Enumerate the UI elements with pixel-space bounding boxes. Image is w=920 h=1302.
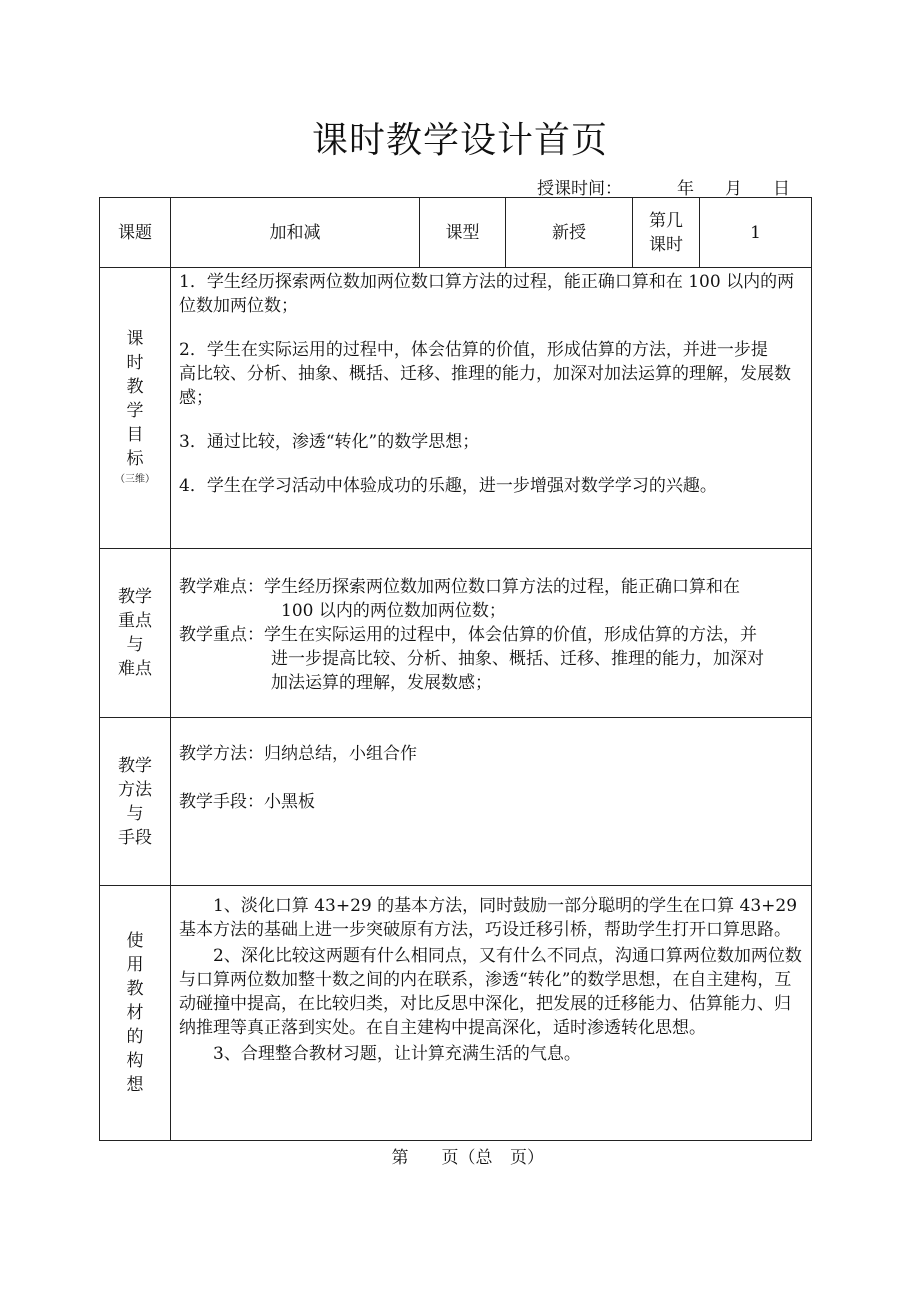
- textbook-use-label: [100, 886, 171, 1141]
- label-char: 学: [126, 401, 144, 421]
- objective-item: 1．学生经历探索两位数加两位数口算方法的过程，能正确口算和在 100 以内的两位数加两位数；: [179, 272, 795, 316]
- label-line: 教学: [118, 587, 152, 607]
- objective-item: 2．学生在实际运用的过程中，体会估算的价值，形成估算的方法，并进一步提 高比较、分析、抽象、概括、迁移、推理的能力，加深对加法运算的理解，发展数感；: [179, 340, 853, 408]
- difficulty-text: 学生经历探索两位数加两位数口算方法的过程，能正确口算和在: [264, 577, 740, 597]
- key-text-cont: 进一步提高比较、分析、抽象、概括、迁移、推理的能力，加深对: [271, 649, 764, 669]
- methods-content: [171, 718, 812, 886]
- textbook-use-row: [100, 886, 812, 1141]
- label-char: 的: [126, 1027, 144, 1047]
- label-char: 教: [126, 377, 144, 397]
- objectives-content: [171, 268, 853, 549]
- footer-total-unit: 页）: [510, 1148, 544, 1168]
- textbook-paragraph: 1、淡化口算 43+29 的基本方法，同时鼓励一部分聪明的学生在口算 43+29 基本方法的基础上进一步突破原有方法，巧设迁移引桥，帮助学生打开口算思路。: [179, 896, 798, 940]
- difficulty-text-cont: 100 以内的两位数加两位数；: [281, 601, 506, 621]
- label-char: 标: [126, 449, 144, 469]
- footer-page-unit: 页（总: [441, 1148, 493, 1168]
- label-line: 手段: [118, 827, 152, 848]
- label-line: 难点: [118, 659, 152, 679]
- topic-value: 加和减: [171, 198, 420, 268]
- difficulty-line: [179, 575, 805, 599]
- label-line: 与: [126, 635, 144, 655]
- label-char: 时: [126, 353, 144, 373]
- lesson-number-label: [633, 198, 700, 268]
- lesson-number-value: 1: [700, 198, 812, 268]
- textbook-paragraph: 2、深化比较这两题有什么相同点，又有什么不同点，沟通口算两位数加两位数与口算两位数加整十数之间的内在联系，渗透“转化”的数学思想，在自主建构，互动碰撞中提高，在比较归类，对比反思中深化，把发展的迁移能力、估算能力、归纳推理等真正落到实处。在自主建构中提高深化，适时渗透转化思想。: [179, 946, 802, 1038]
- lesson-design-table: [99, 197, 853, 1141]
- lesson-number-label-line: 第几: [649, 210, 683, 231]
- header-row: [100, 198, 812, 268]
- key-line: [179, 623, 805, 647]
- date-year: 年: [677, 179, 694, 199]
- teaching-method: 教学方法：归纳总结，小组合作: [179, 744, 417, 764]
- key-points-row: [100, 549, 812, 718]
- date-day: 日: [773, 179, 790, 199]
- type-value: 新授: [506, 198, 633, 268]
- label-char: 材: [126, 1003, 144, 1023]
- key-points-label: [100, 549, 171, 718]
- textbook-use-content: [171, 886, 812, 1141]
- methods-label: [100, 718, 171, 886]
- objective-item: 4．学生在学习活动中体验成功的乐趣，进一步增强对数学学习的兴趣。: [179, 476, 717, 496]
- label-char: 构: [126, 1051, 144, 1071]
- label-line: 方法: [118, 779, 152, 800]
- page-title: 课时教学设计首页: [311, 120, 608, 161]
- key-text-cont: 加法运算的理解，发展数感；: [271, 673, 492, 693]
- label-line: 重点: [118, 611, 152, 631]
- label-line: 与: [126, 803, 144, 824]
- label-char: 教: [126, 979, 144, 999]
- methods-row: [100, 718, 812, 886]
- label-char: 目: [126, 425, 144, 445]
- key-points-content: [171, 549, 812, 718]
- date-label: 授课时间：: [537, 179, 622, 199]
- label-char: 课: [126, 329, 144, 349]
- key-text: 学生在实际运用的过程中，体会估算的价值，形成估算的方法，并: [264, 625, 757, 645]
- difficulty-label: 教学难点：: [179, 577, 264, 597]
- type-label: 课型: [420, 198, 506, 268]
- label-char: 用: [126, 955, 144, 975]
- lesson-date: [537, 174, 790, 199]
- footer-page: 第: [391, 1148, 409, 1168]
- objective-item: 3．通过比较，渗透“转化”的数学思想；: [179, 432, 480, 452]
- page-footer: [0, 1143, 920, 1168]
- label-char: 想: [126, 1075, 144, 1095]
- objectives-label-note: （三维）: [115, 474, 155, 485]
- label-char: 使: [126, 931, 144, 951]
- date-month: 月: [725, 179, 742, 199]
- key-label: 教学重点：: [179, 625, 264, 645]
- teaching-means: 教学手段：小黑板: [179, 792, 315, 812]
- objectives-row: [100, 268, 812, 549]
- topic-label: 课题: [100, 198, 171, 268]
- lesson-number-label-line: 课时: [649, 234, 683, 255]
- objectives-label: [100, 268, 171, 549]
- label-line: 教学: [118, 755, 152, 776]
- textbook-paragraph: 3、合理整合教材习题，让计算充满生活的气息。: [213, 1044, 581, 1064]
